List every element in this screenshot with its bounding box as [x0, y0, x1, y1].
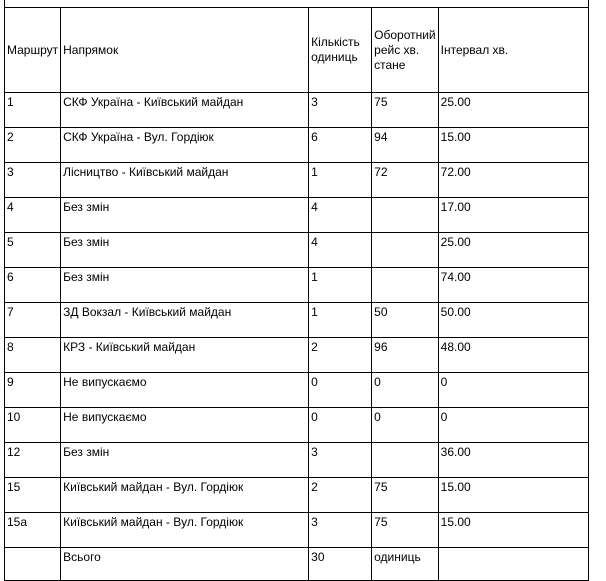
- cell-interval: 72.00: [438, 163, 588, 198]
- table-row: [5, 373, 589, 408]
- cell-units: 4: [309, 233, 372, 268]
- cell-interval: [438, 548, 588, 581]
- cell-units: 1: [309, 268, 372, 303]
- table-row: [5, 198, 589, 233]
- cell-route: 1: [5, 93, 61, 128]
- blank-row: [5, 0, 589, 8]
- cell-direction: Всього: [61, 548, 309, 581]
- cell-units: 0: [309, 408, 372, 443]
- header-interval: Інтервал хв.: [438, 8, 588, 93]
- table-row: [5, 408, 589, 443]
- cell-units: 3: [309, 513, 372, 548]
- cell-interval: 15.00: [438, 513, 588, 548]
- cell-interval: 50.00: [438, 303, 588, 338]
- header-route: Маршрут: [5, 8, 61, 93]
- cell-route: 7: [5, 303, 61, 338]
- cell-interval: 17.00: [438, 198, 588, 233]
- table-row: [5, 443, 589, 478]
- cell-direction: Без змін: [61, 443, 309, 478]
- cell-direction: СКФ Україна - Київський майдан: [61, 93, 309, 128]
- cell-route: 9: [5, 373, 61, 408]
- cell-round-trip: 0: [372, 408, 439, 443]
- table-row: [5, 303, 589, 338]
- cell-route: [5, 548, 61, 581]
- cell-route: 8: [5, 338, 61, 373]
- cell-interval: 36.00: [438, 443, 588, 478]
- cell-route: 5: [5, 233, 61, 268]
- cell-direction: ЗД Вокзал - Київський майдан: [61, 303, 309, 338]
- cell-round-trip: 75: [372, 478, 439, 513]
- table-row: [5, 513, 589, 548]
- cell-direction: Не випускаємо: [61, 408, 309, 443]
- cell-interval: 25.00: [438, 233, 588, 268]
- cell-units: 2: [309, 478, 372, 513]
- total-row: [5, 548, 589, 581]
- cell-direction: Не випускаємо: [61, 373, 309, 408]
- cell-direction: Без змін: [61, 198, 309, 233]
- cell-units: 6: [309, 128, 372, 163]
- table-row: [5, 163, 589, 198]
- header-round-trip: Оборотний рейс хв. стане: [372, 8, 439, 93]
- cell-route: 15а: [5, 513, 61, 548]
- cell-interval: 0: [438, 408, 588, 443]
- cell-interval: 48.00: [438, 338, 588, 373]
- cell-interval: 25.00: [438, 93, 588, 128]
- cell-round-trip: 94: [372, 128, 439, 163]
- cell-units: 0: [309, 373, 372, 408]
- cell-direction: Без змін: [61, 268, 309, 303]
- cell-round-trip: [372, 268, 439, 303]
- table-row: [5, 478, 589, 513]
- cell-units: 3: [309, 443, 372, 478]
- cell-direction: Київський майдан - Вул. Гордіюк: [61, 478, 309, 513]
- cell-interval: 15.00: [438, 128, 588, 163]
- cell-interval: 74.00: [438, 268, 588, 303]
- cell-round-trip: [372, 233, 439, 268]
- cell-round-trip: [372, 443, 439, 478]
- cell-route: 12: [5, 443, 61, 478]
- cell-round-trip: 50: [372, 303, 439, 338]
- cell-interval: 0: [438, 373, 588, 408]
- header-row: [5, 8, 589, 93]
- cell-route: 10: [5, 408, 61, 443]
- cell-interval: 15.00: [438, 478, 588, 513]
- cell-route: 15: [5, 478, 61, 513]
- cell-units: 3: [309, 93, 372, 128]
- cell-units: 1: [309, 163, 372, 198]
- cell-route: 2: [5, 128, 61, 163]
- routes-table: [4, 0, 589, 581]
- cell-units: 1: [309, 303, 372, 338]
- cell-round-trip: 96: [372, 338, 439, 373]
- table-row: [5, 268, 589, 303]
- cell-direction: КРЗ - Київський майдан: [61, 338, 309, 373]
- blank-cell: [5, 0, 589, 8]
- header-direction: Напрямок: [61, 8, 309, 93]
- cell-route: 6: [5, 268, 61, 303]
- cell-direction: Лісництво - Київський майдан: [61, 163, 309, 198]
- cell-route: 3: [5, 163, 61, 198]
- table-row: [5, 128, 589, 163]
- cell-round-trip: 72: [372, 163, 439, 198]
- cell-units: 30: [309, 548, 372, 581]
- table-row: [5, 93, 589, 128]
- table-row: [5, 233, 589, 268]
- cell-direction: Київський майдан - Вул. Гордіюк: [61, 513, 309, 548]
- cell-round-trip: 75: [372, 93, 439, 128]
- cell-units: 2: [309, 338, 372, 373]
- cell-direction: Без змін: [61, 233, 309, 268]
- cell-units: 4: [309, 198, 372, 233]
- cell-round-trip: [372, 198, 439, 233]
- table-row: [5, 338, 589, 373]
- cell-direction: СКФ Україна - Вул. Гордіюк: [61, 128, 309, 163]
- cell-round-trip: 0: [372, 373, 439, 408]
- cell-round-trip: 75: [372, 513, 439, 548]
- header-units: Кількість одиниць: [309, 8, 372, 93]
- cell-round-trip: одиниць: [372, 548, 439, 581]
- cell-route: 4: [5, 198, 61, 233]
